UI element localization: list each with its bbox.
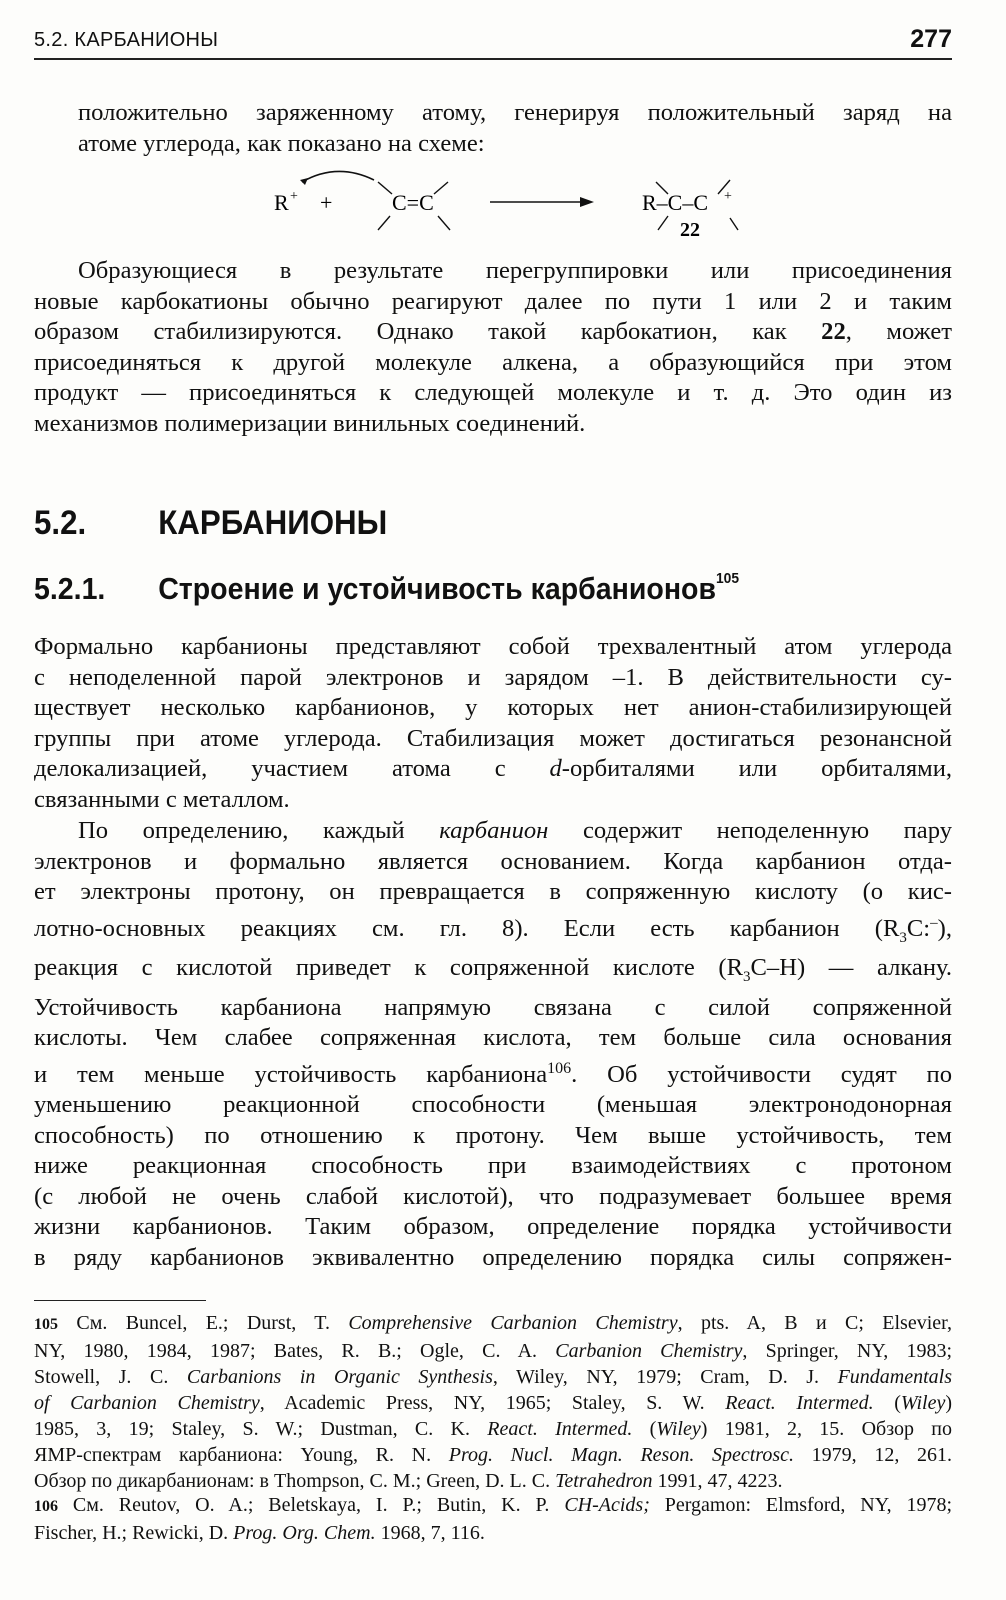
text-line: группы при атоме углерода. Стабилизация может достигаться резонансной [34,724,952,752]
reaction-scheme [262,166,762,250]
text-line: кислоты. Чем слабее сопряженная кислота, тем больше сила основания [34,1024,952,1051]
page-number: 277 [910,25,952,53]
section-title: КАРБАНИОНЫ [158,504,388,542]
intro-paragraph [34,98,952,159]
footnote-line: 105 См. Buncel, E.; Durst, T. Comprehensive Carbanion Chemistry, pts. A, B и C; Elsevier, [34,1312,953,1334]
footnote-line: Обзор по дикарбанионам: в Thompson, C. M.; Green, D. L. C. Tetrahedron 1991, 47, 4223. [34,1470,783,1492]
text-line: образом стабилизируются. Однако такой карбокатион, как 22, может [34,318,952,345]
text-line: делокализацией, участием атома с d-орбиталями или орбиталями, [34,755,953,782]
footnote-line: Fischer, H.; Rewicki, D. Prog. Org. Chem. 1968, 7, 116. [34,1522,485,1544]
footnote-106 [34,1492,952,1546]
text-line: присоединяться к другой молекуле алкена, а образующийся при этом [34,348,952,376]
footnote-105 [34,1310,952,1494]
footnote-line: ЯМР-спектрам карбаниона: Young, R. N. Prog. Nucl. Magn. Reson. Spectrosc. 1979, 12, 261. [34,1444,952,1466]
text-line: атоме углерода, как показано на схеме: [78,129,485,157]
text-line: Формально карбанионы представляют собой трехвалентный атом углерода [34,633,952,660]
running-header [34,22,952,60]
text-line: ет электроны протону, он превращается в сопряженную кислоту (о кис- [34,878,952,905]
curved-arrow-icon [302,171,374,182]
footnote-line: 106 См. Reutov, O. A.; Beletskaya, I. P.; Butin, K. P. CH-Acids; Pergamon: Elmsford, NY, 1978; [34,1494,953,1516]
text-line: продукт — присоединяться к следующей молекуле и т. д. Это один из [34,379,952,406]
footnote-line: of Carbanion Chemistry, Academic Press, NY, 1965; Staley, S. W. React. Intermed. (Wiley) [34,1392,953,1414]
paragraph-carbocations [34,256,952,439]
text-line: ществует несколько карбанионов, у которых нет анион-стабилизирующей [34,694,952,721]
text-line: в ряду карбанионов эквивалентно определению порядка силы сопряжен- [34,1243,952,1271]
paragraph-stability [34,816,952,1273]
footnote-line: 1985, 3, 19; Staley, S. W.; Dustman, C. K. React. Intermed. (Wiley) 1981, 2, 15. Обзор по [34,1418,952,1440]
paragraph-definition [34,632,952,815]
subsection-heading [34,570,739,607]
alkene: C=C [392,190,434,215]
footnote-ref: 106 [547,1059,572,1077]
running-header-section: 5.2. КАРБАНИОНЫ [34,29,219,51]
text-line: способность) по отношению к протону. Чем выше устойчивость, тем [34,1121,952,1149]
footnote-divider [34,1300,206,1301]
text-line: По определению, каждый карбанион содержит неподеленную пару [78,817,952,844]
footnote-ref: 105 [716,570,740,587]
text-line: положительно заряженному атому, генерируя положительный заряд на [78,99,952,126]
text-line: новые карбокатионы обычно реагируют далее по пути 1 или 2 и таким [34,287,952,315]
product: R–C–C [642,190,709,215]
text-line: реакция с кислотой приведет к сопряженной кислоте $(R_3C-H)$ — алкану. [34,954,952,985]
subsection-number: 5.2.1. [34,571,106,606]
svg-text:+: + [290,189,298,204]
text-line: с неподеленной парой электронов и зарядом –1. В действительности су- [34,663,952,691]
plus-sign: + [320,190,333,215]
text-line: лотно-основных реакциях см. гл. 8). Если есть карбанион $(R_3C:^-)$, [34,914,952,946]
footnote-line: NY, 1980, 1984, 1987; Bates, R. B.; Ogle, C. A. Carbanion Chemistry, Springer, NY, 1983; [34,1340,953,1362]
text-line: ниже реакционная способность при взаимодействиях с протоном [34,1152,952,1180]
text-line: электронов и формально является основанием. Когда карбанион отда- [34,847,952,875]
subsection-title: Строение и устойчивость карбанионов [158,571,717,606]
text-line: и тем меньше устойчивость карбаниона$^{106}$. Об устойчивости судят по [34,1059,952,1088]
compound-ref: 22 [821,318,846,345]
book-page [34,0,952,1600]
footnote-line: Stowell, J. C. Carbanions in Organic Synthesis, Wiley, NY, 1979; Cram, D. J. Fundamentals [34,1366,952,1388]
reactant-r: R [274,190,289,215]
text-line: жизни карбанионов. Таким образом, определение порядка устойчивости [34,1213,952,1241]
section-number: 5.2. [34,504,87,542]
text-line: связанными с металлом. [34,785,290,813]
text-line: Образующиеся в результате перегруппировки или присоединения [78,257,952,284]
text-line: механизмов полимеризации винильных соединений. [34,409,586,437]
svg-text:+: + [724,189,732,204]
text-line: (с любой не очень слабой кислотой), что подразумевает большее время [34,1182,952,1210]
section-heading [34,504,387,543]
text-line: уменьшению реакционной способности (меньшая электронодонорная [34,1091,952,1119]
compound-label: 22 [680,219,700,241]
text-line: Устойчивость карбаниона напрямую связана с силой сопряженной [34,993,952,1021]
